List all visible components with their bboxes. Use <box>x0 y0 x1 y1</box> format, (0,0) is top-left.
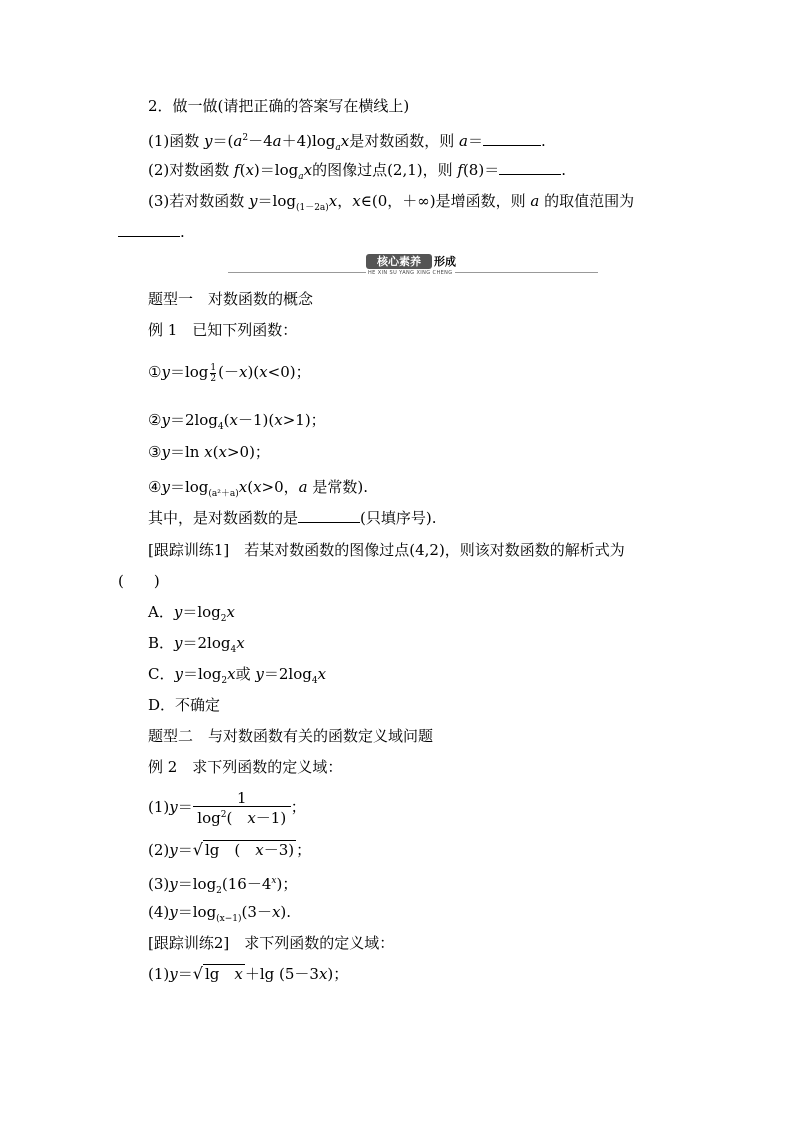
type2-item-3 <box>148 871 297 901</box>
answer-blank <box>118 222 180 237</box>
var-x: x <box>247 809 256 827</box>
item-text: (－ <box>218 363 239 381</box>
q1-text: －4 <box>248 132 273 150</box>
q2-text: ( <box>239 161 246 179</box>
option-text: ＝log <box>182 603 221 621</box>
fraction-den: 2 <box>210 373 217 384</box>
fraction-num: 1 <box>210 362 217 373</box>
track2-item-1 <box>148 964 348 984</box>
log-base: (a²＋a) <box>208 489 239 499</box>
log-base: 2 <box>216 886 222 896</box>
type2-title: 题型二 与对数函数有关的函数定义域问题 <box>148 727 434 745</box>
fraction-num: 1 <box>193 790 291 807</box>
item-text: ＝log <box>169 478 209 496</box>
practice-q2 <box>148 160 566 187</box>
option-text: 或 <box>235 665 256 683</box>
option-d: D．不确定 <box>148 696 221 714</box>
practice-heading: 2．做一做(请把正确的答案写在横线上) <box>148 97 410 115</box>
den-text: ( <box>226 809 248 827</box>
var-y: y <box>174 634 183 652</box>
option-label: C． <box>148 665 175 683</box>
option-a <box>148 602 235 629</box>
item-marker: ① <box>148 363 162 381</box>
item-text: ＝log <box>177 875 217 893</box>
var-x: x <box>236 634 245 652</box>
sqrt <box>193 964 245 984</box>
option-label: A． <box>148 603 174 621</box>
q3-base: (1－2a) <box>295 203 329 213</box>
item-marker: ③ <box>148 443 162 461</box>
var-x: x <box>255 841 264 859</box>
var-x: x <box>234 965 243 983</box>
den-exp: 2 <box>220 810 227 820</box>
type1-which <box>148 508 437 528</box>
item-text: ＝2log <box>169 411 218 429</box>
den-text: log <box>197 809 221 827</box>
var-x: x <box>204 443 213 461</box>
log-base: (x−1) <box>216 914 242 924</box>
item-marker: ② <box>148 411 162 429</box>
q3-period: . <box>180 223 185 241</box>
var-x: x <box>271 903 281 921</box>
var-x: x <box>218 443 227 461</box>
option-text: ＝2log <box>263 665 312 683</box>
var-x: x <box>259 363 268 381</box>
var-a: a <box>298 478 308 496</box>
item-text: ＝ <box>177 965 193 983</box>
option-text: ＝log <box>182 665 222 683</box>
sqrt-body <box>203 964 245 983</box>
fraction-den <box>193 807 291 826</box>
log-base: 2 <box>221 676 228 686</box>
item-text: >1)； <box>282 411 326 429</box>
track1-question: [跟踪训练1] 若某对数函数的图像过点(4,2)，则该对数函数的解析式为 <box>148 541 625 559</box>
q1-exp: 2 <box>242 133 249 143</box>
var-x: x <box>238 363 248 381</box>
q1-var-y: y <box>204 132 213 150</box>
which-text: (只填序号). <box>360 509 437 527</box>
var-y: y <box>169 903 178 921</box>
q3-var-x: x <box>328 192 338 210</box>
item-marker: ④ <box>148 478 162 496</box>
q1-var-a: a <box>233 132 243 150</box>
var-y: y <box>161 443 170 461</box>
practice-q3-cont <box>118 222 185 242</box>
q1-base: a <box>335 143 341 153</box>
item-text: 是常数). <box>307 478 369 496</box>
item-text: ＝ <box>177 798 193 816</box>
item-label: (2) <box>148 841 170 859</box>
type2-item-1 <box>148 788 306 826</box>
var-y: y <box>161 363 170 381</box>
item-text: ＋lg (5－3 <box>244 965 319 983</box>
var-x: x <box>229 411 238 429</box>
var-y: y <box>255 665 264 683</box>
item-text: ( <box>247 478 254 496</box>
q3-text: ∈(0，＋∞)是增函数，则 <box>360 192 531 210</box>
q3-var-y: y <box>249 192 258 210</box>
q3-var-a: a <box>530 192 540 210</box>
q1-var-a: a <box>459 132 468 150</box>
q1-text: ＋4)log <box>281 132 336 150</box>
q2-var-f: f <box>457 161 463 179</box>
q2-text: (2)对数函数 <box>148 161 235 179</box>
practice-q1 <box>148 128 546 158</box>
item-label: (1) <box>148 965 170 983</box>
var-y: y <box>169 965 178 983</box>
q3-text: (3)若对数函数 <box>148 192 250 210</box>
q2-text: 的图像过点(2,1)，则 <box>312 161 458 179</box>
practice-q3 <box>148 191 634 218</box>
item-text: ( <box>223 411 230 429</box>
item-text: >0)； <box>226 443 270 461</box>
sqrt-text: lg ( <box>204 841 256 859</box>
q1-text: ＝( <box>212 132 234 150</box>
item-text: <0)； <box>267 363 311 381</box>
q1-period: . <box>540 132 546 150</box>
type1-title: 题型一 对数函数的概念 <box>148 290 314 308</box>
option-b <box>148 633 245 660</box>
half-fraction <box>210 363 216 384</box>
option-label: B． <box>148 634 175 652</box>
fraction <box>193 790 291 826</box>
q2-var-f: f <box>234 161 240 179</box>
item-text: )； <box>327 965 349 983</box>
q1-text: 是对数函数，则 <box>349 132 460 150</box>
sqrt-text: lg <box>204 965 235 983</box>
q2-text: (8)＝ <box>462 161 500 179</box>
var-y: y <box>161 478 170 496</box>
q2-var-x: x <box>245 161 254 179</box>
answer-blank <box>298 508 360 523</box>
item-end: ； <box>290 798 306 816</box>
sqrt <box>193 840 296 860</box>
item-text: (3－ <box>241 903 272 921</box>
type1-item-2 <box>148 410 326 437</box>
var-y: y <box>169 875 178 893</box>
item-text: >0， <box>261 478 299 496</box>
track1-paren: ( ) <box>118 572 160 590</box>
type1-item-4 <box>148 477 368 504</box>
item-text: ( <box>212 443 219 461</box>
banner-pill: 核心素养 <box>366 254 432 269</box>
type2-example: 例 2 求下列函数的定义域： <box>148 758 343 776</box>
banner-tail: 形成 <box>434 255 456 268</box>
log-base: 4 <box>311 676 318 686</box>
q1-var-a: a <box>272 132 282 150</box>
q3-text: ＝log <box>257 192 296 210</box>
item-text: ＝ln <box>169 443 205 461</box>
type1-item-1 <box>148 362 311 384</box>
var-y: y <box>169 798 178 816</box>
which-text: 其中，是对数函数的是 <box>148 509 299 527</box>
q1-var-x: x <box>340 132 350 150</box>
sqrt-icon: √ <box>192 964 203 983</box>
sqrt-text: －3) <box>263 841 295 859</box>
var-x: x <box>253 478 262 496</box>
exp-x: x <box>271 876 277 886</box>
var-y: y <box>161 411 170 429</box>
log-base: 4 <box>217 422 224 432</box>
var-x: x <box>317 665 327 683</box>
den-text: －1) <box>255 809 287 827</box>
q3-text: 的取值范围为 <box>539 192 635 210</box>
var-x: x <box>274 411 283 429</box>
banner-pinyin: HE XIN SU YANG XING CHENG <box>368 270 453 276</box>
sqrt-body <box>203 840 296 859</box>
log-base: 2 <box>220 614 227 624</box>
item-text: )( <box>247 363 260 381</box>
q3-text: ， <box>337 192 353 210</box>
q1-text: (1)函数 <box>148 132 205 150</box>
q3-var-x: x <box>352 192 361 210</box>
type1-item-3 <box>148 442 270 462</box>
var-x: x <box>238 478 248 496</box>
item-text: ＝ <box>177 841 193 859</box>
var-x: x <box>227 665 236 683</box>
item-label: (4) <box>148 903 170 921</box>
option-text: ＝2log <box>182 634 231 652</box>
option-c <box>148 664 326 691</box>
var-y: y <box>173 603 183 621</box>
item-label: (1) <box>148 798 170 816</box>
type2-item-2 <box>148 840 311 860</box>
item-text: ＝log <box>177 903 217 921</box>
type2-item-4 <box>148 902 291 929</box>
answer-blank <box>483 131 541 146</box>
q2-text: )＝log <box>253 161 299 179</box>
section-banner <box>228 252 598 278</box>
q2-var-x: x <box>303 161 313 179</box>
item-text: (16－4 <box>221 875 272 893</box>
item-end: ； <box>296 841 312 859</box>
sqrt-icon: √ <box>192 840 203 859</box>
item-label: (3) <box>148 875 170 893</box>
var-y: y <box>169 841 178 859</box>
item-text: －1)( <box>237 411 275 429</box>
type1-example: 例 1 已知下列函数： <box>148 321 298 339</box>
q2-base: a <box>298 172 304 182</box>
item-text: )； <box>276 875 298 893</box>
item-text: ). <box>280 903 292 921</box>
q2-period: . <box>561 161 566 179</box>
item-text: ＝log <box>169 363 209 381</box>
track2-question: [跟踪训练2] 求下列函数的定义域： <box>148 934 395 952</box>
var-x: x <box>318 965 328 983</box>
answer-blank <box>499 160 561 175</box>
var-x: x <box>226 603 235 621</box>
q1-text: ＝ <box>467 132 483 150</box>
var-y: y <box>174 665 183 683</box>
log-base: 4 <box>230 645 237 655</box>
